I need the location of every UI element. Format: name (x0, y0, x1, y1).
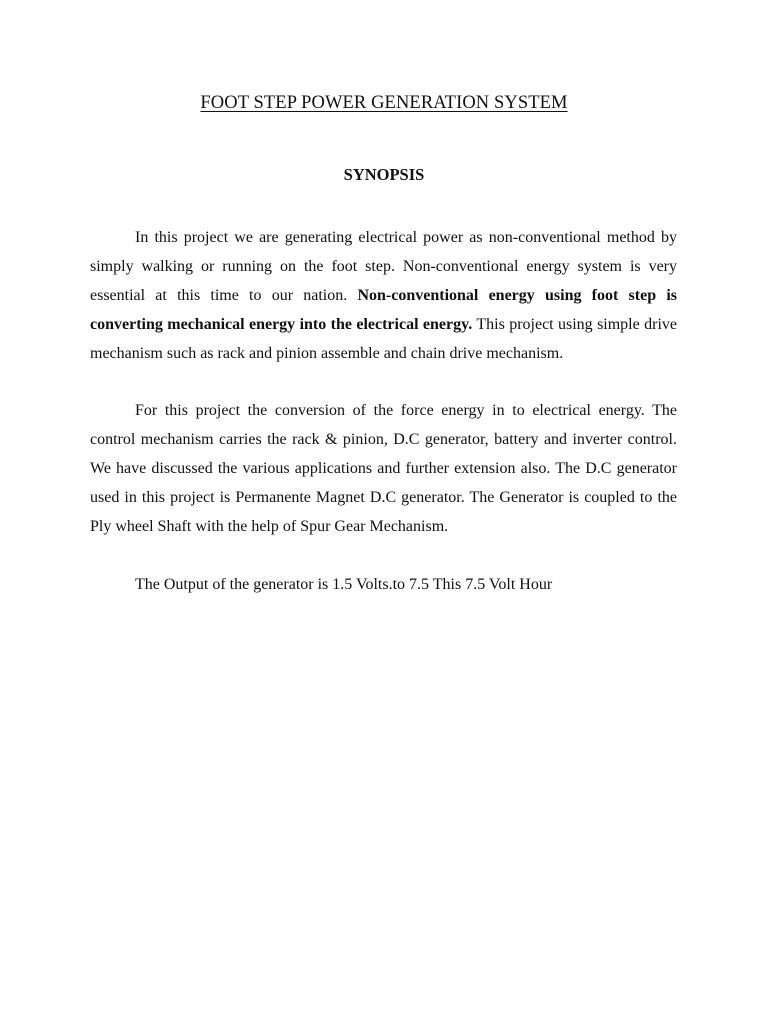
synopsis-paragraph-2: For this project the conversion of the force energy in to electrical energy. The control mechanism carries the rack & pinion, D.C generator, battery and inverter control. We have discussed the various applications and further extension also. The D.C generator used in this project is Permanente Magnet D.C generator. The Generator is coupled to the Ply wheel Shaft with the help of Spur Gear Mechanism. (90, 402, 677, 535)
document-title: FOOT STEP POWER GENERATION SYSTEM (200, 93, 568, 113)
synopsis-paragraph-1 (90, 223, 677, 368)
section-heading-synopsis: SYNOPSIS (343, 165, 425, 184)
synopsis-paragraph-3: The Output of the generator is 1.5 Volts.to 7.5 This 7.5 Volt Hour (135, 576, 553, 593)
paragraph-1-bold-statement: Non-conventional energy using foot step is converting mechanical energy into the electrical energy. (90, 287, 677, 333)
paragraph-1-text-end: This project using simple drive mechanism such as rack and pinion assemble and chain drive mechanism. (90, 316, 677, 362)
paragraph-1-text-start: In this project we are generating electrical power as non-conventional method by simply walking or running on the foot step. Non-conventional energy system is very essential at this time to our nation. (90, 229, 677, 304)
